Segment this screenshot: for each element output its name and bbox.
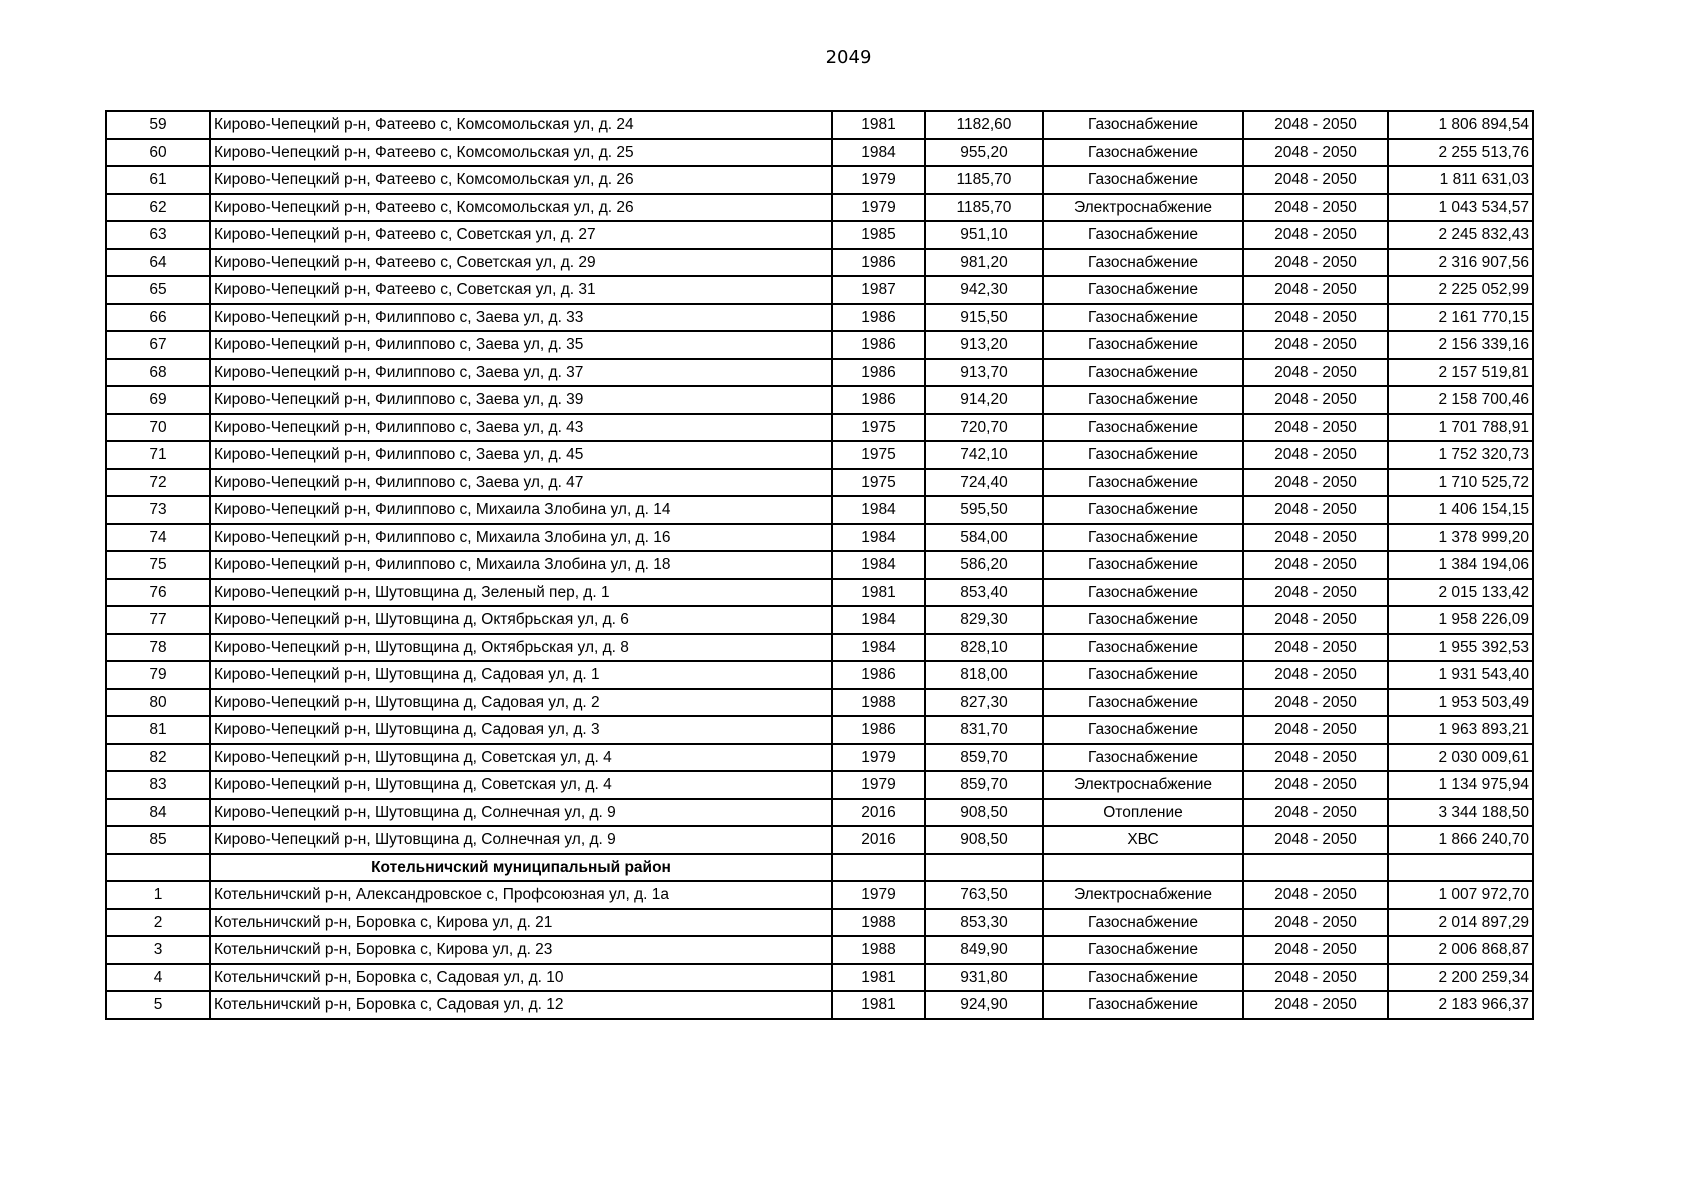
year-cell: 1987: [832, 276, 925, 304]
work-type-cell: Электроснабжение: [1043, 771, 1243, 799]
year-cell: 1988: [832, 936, 925, 964]
address-cell: Котельничский р-н, Александровское с, Профсоюзная ул, д. 1а: [210, 881, 832, 909]
work-type-cell: Газоснабжение: [1043, 359, 1243, 387]
area-cell: 724,40: [925, 469, 1043, 497]
cost-cell: 2 006 868,87: [1388, 936, 1533, 964]
table-row: [106, 551, 1533, 579]
table-row: [106, 826, 1533, 854]
year-cell: 1988: [832, 689, 925, 717]
area-cell: 942,30: [925, 276, 1043, 304]
year-cell: 1984: [832, 634, 925, 662]
cost-cell: 2 255 513,76: [1388, 139, 1533, 167]
year-cell: 1975: [832, 469, 925, 497]
row-number: 73: [106, 496, 210, 524]
work-type-cell: ХВС: [1043, 826, 1243, 854]
row-number: 69: [106, 386, 210, 414]
cost-cell: 1 701 788,91: [1388, 414, 1533, 442]
year-cell: 1988: [832, 909, 925, 937]
year-cell: 1981: [832, 111, 925, 139]
cost-cell: 1 710 525,72: [1388, 469, 1533, 497]
period-cell: 2048 - 2050: [1243, 194, 1388, 222]
row-number: 83: [106, 771, 210, 799]
period-cell: 2048 - 2050: [1243, 799, 1388, 827]
period-cell: 2048 - 2050: [1243, 551, 1388, 579]
page-number: 2049: [825, 47, 872, 68]
cost-cell: 2 015 133,42: [1388, 579, 1533, 607]
cost-cell: 1 811 631,03: [1388, 166, 1533, 194]
cost-cell: 1 931 543,40: [1388, 661, 1533, 689]
table-row: [106, 771, 1533, 799]
year-cell: 1986: [832, 331, 925, 359]
row-number: 59: [106, 111, 210, 139]
table-row: [106, 166, 1533, 194]
cost-cell: 1 955 392,53: [1388, 634, 1533, 662]
table-row: [106, 909, 1533, 937]
year-cell: 1979: [832, 881, 925, 909]
period-cell: 2048 - 2050: [1243, 166, 1388, 194]
address-cell: Кирово-Чепецкий р-н, Шутовщина д, Солнечная ул, д. 9: [210, 826, 832, 854]
table-row: [106, 441, 1533, 469]
area-cell: 742,10: [925, 441, 1043, 469]
period-cell: 2048 - 2050: [1243, 881, 1388, 909]
row-number: 70: [106, 414, 210, 442]
row-number: 63: [106, 221, 210, 249]
table-row: [106, 249, 1533, 277]
table-row: [106, 414, 1533, 442]
address-cell: Кирово-Чепецкий р-н, Фатеево с, Комсомольская ул, д. 25: [210, 139, 832, 167]
period-cell: 2048 - 2050: [1243, 496, 1388, 524]
row-number: 77: [106, 606, 210, 634]
work-type-cell: Газоснабжение: [1043, 936, 1243, 964]
address-cell: Кирово-Чепецкий р-н, Фатеево с, Комсомольская ул, д. 26: [210, 166, 832, 194]
address-cell: Кирово-Чепецкий р-н, Филиппово с, Заева ул, д. 45: [210, 441, 832, 469]
table-row: [106, 579, 1533, 607]
row-number: 79: [106, 661, 210, 689]
row-number: 68: [106, 359, 210, 387]
cost-cell: 2 158 700,46: [1388, 386, 1533, 414]
cost-cell: 1 953 503,49: [1388, 689, 1533, 717]
work-type-cell: Газоснабжение: [1043, 909, 1243, 937]
period-cell: 2048 - 2050: [1243, 331, 1388, 359]
address-cell: Кирово-Чепецкий р-н, Филиппово с, Заева ул, д. 47: [210, 469, 832, 497]
year-cell: 1984: [832, 139, 925, 167]
year-cell: 1979: [832, 194, 925, 222]
area-cell: 913,70: [925, 359, 1043, 387]
table-row: [106, 194, 1533, 222]
area-cell: 1185,70: [925, 194, 1043, 222]
row-number: 80: [106, 689, 210, 717]
year-cell: 1986: [832, 386, 925, 414]
row-number: 4: [106, 964, 210, 992]
work-type-cell: Газоснабжение: [1043, 139, 1243, 167]
work-type-cell: Газоснабжение: [1043, 661, 1243, 689]
area-cell: 1182,60: [925, 111, 1043, 139]
row-number: 64: [106, 249, 210, 277]
address-cell: Кирово-Чепецкий р-н, Шутовщина д, Октябрьская ул, д. 8: [210, 634, 832, 662]
work-type-cell: Газоснабжение: [1043, 551, 1243, 579]
period-cell: [1243, 854, 1388, 882]
work-type-cell: Газоснабжение: [1043, 606, 1243, 634]
address-cell: Кирово-Чепецкий р-н, Фатеево с, Комсомольская ул, д. 24: [210, 111, 832, 139]
table-row: [106, 276, 1533, 304]
address-cell: Кирово-Чепецкий р-н, Шутовщина д, Солнечная ул, д. 9: [210, 799, 832, 827]
address-cell: Котельничский р-н, Боровка с, Садовая ул, д. 12: [210, 991, 832, 1019]
work-type-cell: Газоснабжение: [1043, 579, 1243, 607]
row-number: 75: [106, 551, 210, 579]
cost-cell: 2 030 009,61: [1388, 744, 1533, 772]
address-cell: Кирово-Чепецкий р-н, Филиппово с, Михаила Злобина ул, д. 18: [210, 551, 832, 579]
area-cell: 951,10: [925, 221, 1043, 249]
year-cell: 1986: [832, 716, 925, 744]
address-cell: Кирово-Чепецкий р-н, Филиппово с, Заева ул, д. 33: [210, 304, 832, 332]
period-cell: 2048 - 2050: [1243, 744, 1388, 772]
row-number: 66: [106, 304, 210, 332]
table-row: [106, 881, 1533, 909]
address-cell: Кирово-Чепецкий р-н, Шутовщина д, Зеленый пер, д. 1: [210, 579, 832, 607]
year-cell: 2016: [832, 799, 925, 827]
table-row: [106, 964, 1533, 992]
table-row: [106, 634, 1533, 662]
table-row: [106, 936, 1533, 964]
work-type-cell: Газоснабжение: [1043, 441, 1243, 469]
area-cell: 595,50: [925, 496, 1043, 524]
area-cell: 955,20: [925, 139, 1043, 167]
row-number: 65: [106, 276, 210, 304]
period-cell: 2048 - 2050: [1243, 991, 1388, 1019]
cost-cell: 2 161 770,15: [1388, 304, 1533, 332]
repair-schedule-table: [105, 110, 1534, 1020]
work-type-cell: Газоснабжение: [1043, 414, 1243, 442]
table-row: [106, 799, 1533, 827]
work-type-cell: Отопление: [1043, 799, 1243, 827]
area-cell: 1185,70: [925, 166, 1043, 194]
row-number: 81: [106, 716, 210, 744]
cost-cell: 2 225 052,99: [1388, 276, 1533, 304]
year-cell: [832, 854, 925, 882]
row-number: 1: [106, 881, 210, 909]
work-type-cell: Газоснабжение: [1043, 634, 1243, 662]
area-cell: 908,50: [925, 826, 1043, 854]
table-row: [106, 496, 1533, 524]
period-cell: 2048 - 2050: [1243, 414, 1388, 442]
period-cell: 2048 - 2050: [1243, 359, 1388, 387]
address-cell: Кирово-Чепецкий р-н, Шутовщина д, Садовая ул, д. 1: [210, 661, 832, 689]
address-cell: Кирово-Чепецкий р-н, Филиппово с, Заева ул, д. 35: [210, 331, 832, 359]
area-cell: 818,00: [925, 661, 1043, 689]
year-cell: 1975: [832, 441, 925, 469]
period-cell: 2048 - 2050: [1243, 276, 1388, 304]
table-row: [106, 524, 1533, 552]
year-cell: 1986: [832, 661, 925, 689]
year-cell: 1979: [832, 166, 925, 194]
cost-cell: 1 134 975,94: [1388, 771, 1533, 799]
cost-cell: 3 344 188,50: [1388, 799, 1533, 827]
period-cell: 2048 - 2050: [1243, 771, 1388, 799]
area-cell: 915,50: [925, 304, 1043, 332]
table-row: [106, 469, 1533, 497]
year-cell: 1975: [832, 414, 925, 442]
year-cell: 1984: [832, 551, 925, 579]
area-cell: 914,20: [925, 386, 1043, 414]
work-type-cell: Электроснабжение: [1043, 194, 1243, 222]
cost-cell: [1388, 854, 1533, 882]
table-row: [106, 606, 1533, 634]
address-cell: Кирово-Чепецкий р-н, Филиппово с, Михаила Злобина ул, д. 14: [210, 496, 832, 524]
year-cell: 1979: [832, 771, 925, 799]
row-number: 67: [106, 331, 210, 359]
period-cell: 2048 - 2050: [1243, 606, 1388, 634]
work-type-cell: [1043, 854, 1243, 882]
area-cell: 763,50: [925, 881, 1043, 909]
year-cell: 1986: [832, 304, 925, 332]
period-cell: 2048 - 2050: [1243, 826, 1388, 854]
area-cell: 586,20: [925, 551, 1043, 579]
period-cell: 2048 - 2050: [1243, 441, 1388, 469]
table-row: [106, 991, 1533, 1019]
address-cell: Кирово-Чепецкий р-н, Фатеево с, Советская ул, д. 29: [210, 249, 832, 277]
period-cell: 2048 - 2050: [1243, 221, 1388, 249]
area-cell: 829,30: [925, 606, 1043, 634]
row-number: 5: [106, 991, 210, 1019]
period-cell: 2048 - 2050: [1243, 579, 1388, 607]
address-cell: Кирово-Чепецкий р-н, Фатеево с, Советская ул, д. 31: [210, 276, 832, 304]
work-type-cell: Газоснабжение: [1043, 249, 1243, 277]
work-type-cell: Газоснабжение: [1043, 524, 1243, 552]
area-cell: 908,50: [925, 799, 1043, 827]
address-cell: Котельничский р-н, Боровка с, Кирова ул, д. 23: [210, 936, 832, 964]
year-cell: 1986: [832, 359, 925, 387]
row-number: 61: [106, 166, 210, 194]
address-cell: Котельничский р-н, Боровка с, Кирова ул, д. 21: [210, 909, 832, 937]
area-cell: 720,70: [925, 414, 1043, 442]
row-number: 3: [106, 936, 210, 964]
area-cell: 931,80: [925, 964, 1043, 992]
year-cell: 1984: [832, 524, 925, 552]
work-type-cell: Газоснабжение: [1043, 716, 1243, 744]
period-cell: 2048 - 2050: [1243, 249, 1388, 277]
year-cell: 1986: [832, 249, 925, 277]
row-number: 60: [106, 139, 210, 167]
cost-cell: 2 157 519,81: [1388, 359, 1533, 387]
cost-cell: 1 963 893,21: [1388, 716, 1533, 744]
cost-cell: 1 406 154,15: [1388, 496, 1533, 524]
period-cell: 2048 - 2050: [1243, 111, 1388, 139]
period-cell: 2048 - 2050: [1243, 304, 1388, 332]
area-cell: 853,30: [925, 909, 1043, 937]
table-row: [106, 359, 1533, 387]
year-cell: 1985: [832, 221, 925, 249]
address-cell: Котельничский р-н, Боровка с, Садовая ул, д. 10: [210, 964, 832, 992]
table-row: [106, 221, 1533, 249]
address-cell: Кирово-Чепецкий р-н, Шутовщина д, Садовая ул, д. 2: [210, 689, 832, 717]
period-cell: 2048 - 2050: [1243, 909, 1388, 937]
address-cell: Кирово-Чепецкий р-н, Фатеево с, Советская ул, д. 27: [210, 221, 832, 249]
area-cell: 828,10: [925, 634, 1043, 662]
table-row: [106, 716, 1533, 744]
table-row: [106, 111, 1533, 139]
address-cell: Кирово-Чепецкий р-н, Филиппово с, Заева ул, д. 43: [210, 414, 832, 442]
work-type-cell: Газоснабжение: [1043, 386, 1243, 414]
address-cell: Кирово-Чепецкий р-н, Филиппово с, Заева ул, д. 39: [210, 386, 832, 414]
row-number: 78: [106, 634, 210, 662]
row-number: 82: [106, 744, 210, 772]
area-cell: 831,70: [925, 716, 1043, 744]
period-cell: 2048 - 2050: [1243, 524, 1388, 552]
table-row: [106, 331, 1533, 359]
work-type-cell: Газоснабжение: [1043, 304, 1243, 332]
area-cell: 849,90: [925, 936, 1043, 964]
period-cell: 2048 - 2050: [1243, 469, 1388, 497]
address-cell: Кирово-Чепецкий р-н, Шутовщина д, Советская ул, д. 4: [210, 771, 832, 799]
address-cell: Кирово-Чепецкий р-н, Шутовщина д, Советская ул, д. 4: [210, 744, 832, 772]
cost-cell: 2 200 259,34: [1388, 964, 1533, 992]
period-cell: 2048 - 2050: [1243, 634, 1388, 662]
row-number: 72: [106, 469, 210, 497]
area-cell: 853,40: [925, 579, 1043, 607]
work-type-cell: Газоснабжение: [1043, 991, 1243, 1019]
area-cell: 924,90: [925, 991, 1043, 1019]
cost-cell: 1 866 240,70: [1388, 826, 1533, 854]
address-cell: Кирово-Чепецкий р-н, Филиппово с, Михаила Злобина ул, д. 16: [210, 524, 832, 552]
year-cell: 1981: [832, 579, 925, 607]
period-cell: 2048 - 2050: [1243, 386, 1388, 414]
table-row: [106, 386, 1533, 414]
work-type-cell: Газоснабжение: [1043, 964, 1243, 992]
cost-cell: 1 806 894,54: [1388, 111, 1533, 139]
cost-cell: 1 043 534,57: [1388, 194, 1533, 222]
address-cell: Кирово-Чепецкий р-н, Филиппово с, Заева ул, д. 37: [210, 359, 832, 387]
row-number: 84: [106, 799, 210, 827]
row-number: 74: [106, 524, 210, 552]
table-row: [106, 744, 1533, 772]
section-header-row: [106, 854, 1533, 882]
cost-cell: 2 014 897,29: [1388, 909, 1533, 937]
work-type-cell: Газоснабжение: [1043, 276, 1243, 304]
row-number: 71: [106, 441, 210, 469]
address-cell: Кирово-Чепецкий р-н, Шутовщина д, Садовая ул, д. 3: [210, 716, 832, 744]
year-cell: 1981: [832, 964, 925, 992]
cost-cell: 2 183 966,37: [1388, 991, 1533, 1019]
work-type-cell: Газоснабжение: [1043, 496, 1243, 524]
row-number: [106, 854, 210, 882]
cost-cell: 1 007 972,70: [1388, 881, 1533, 909]
period-cell: 2048 - 2050: [1243, 964, 1388, 992]
year-cell: 1984: [832, 496, 925, 524]
row-number: 85: [106, 826, 210, 854]
row-number: 2: [106, 909, 210, 937]
work-type-cell: Газоснабжение: [1043, 221, 1243, 249]
area-cell: 859,70: [925, 771, 1043, 799]
work-type-cell: Газоснабжение: [1043, 111, 1243, 139]
area-cell: 584,00: [925, 524, 1043, 552]
year-cell: 2016: [832, 826, 925, 854]
cost-cell: 1 958 226,09: [1388, 606, 1533, 634]
table-row: [106, 689, 1533, 717]
address-cell: Кирово-Чепецкий р-н, Шутовщина д, Октябрьская ул, д. 6: [210, 606, 832, 634]
cost-cell: 1 378 999,20: [1388, 524, 1533, 552]
cost-cell: 2 316 907,56: [1388, 249, 1533, 277]
year-cell: 1979: [832, 744, 925, 772]
work-type-cell: Газоснабжение: [1043, 331, 1243, 359]
row-number: 62: [106, 194, 210, 222]
cost-cell: 1 752 320,73: [1388, 441, 1533, 469]
period-cell: 2048 - 2050: [1243, 661, 1388, 689]
area-cell: 981,20: [925, 249, 1043, 277]
area-cell: [925, 854, 1043, 882]
table-row: [106, 139, 1533, 167]
work-type-cell: Газоснабжение: [1043, 689, 1243, 717]
period-cell: 2048 - 2050: [1243, 689, 1388, 717]
area-cell: 913,20: [925, 331, 1043, 359]
area-cell: 827,30: [925, 689, 1043, 717]
period-cell: 2048 - 2050: [1243, 716, 1388, 744]
cost-cell: 2 156 339,16: [1388, 331, 1533, 359]
area-cell: 859,70: [925, 744, 1043, 772]
work-type-cell: Газоснабжение: [1043, 166, 1243, 194]
year-cell: 1984: [832, 606, 925, 634]
cost-cell: 2 245 832,43: [1388, 221, 1533, 249]
table-row: [106, 661, 1533, 689]
work-type-cell: Электроснабжение: [1043, 881, 1243, 909]
work-type-cell: Газоснабжение: [1043, 744, 1243, 772]
period-cell: 2048 - 2050: [1243, 936, 1388, 964]
section-title: Котельничский муниципальный район: [210, 854, 832, 882]
work-type-cell: Газоснабжение: [1043, 469, 1243, 497]
year-cell: 1981: [832, 991, 925, 1019]
table-row: [106, 304, 1533, 332]
period-cell: 2048 - 2050: [1243, 139, 1388, 167]
address-cell: Кирово-Чепецкий р-н, Фатеево с, Комсомольская ул, д. 26: [210, 194, 832, 222]
cost-cell: 1 384 194,06: [1388, 551, 1533, 579]
table-body: [106, 111, 1533, 1019]
row-number: 76: [106, 579, 210, 607]
